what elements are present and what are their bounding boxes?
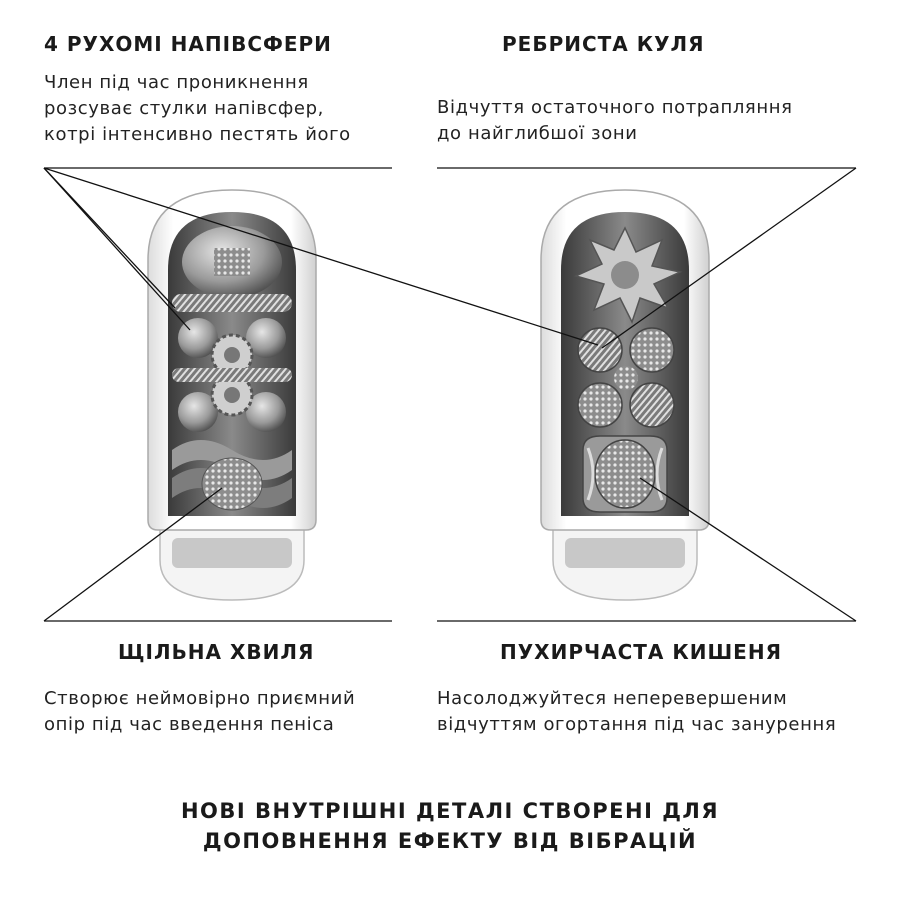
desc-line: Член під час проникнення: [44, 72, 309, 93]
desc-line: Насолоджуйтеся неперевершеним: [437, 688, 788, 709]
footer-line: НОВІ ВНУТРІШНІ ДЕТАЛІ СТВОРЕНІ ДЛЯ: [180, 799, 720, 823]
device-right-ribbed-ball: [578, 328, 622, 372]
device-right-bubbles: [595, 440, 655, 508]
desc-line: відчуттям огортання під час занурення: [437, 714, 837, 735]
desc-line: Створює неймовірно приємний: [44, 688, 356, 709]
desc-line: розсуває стулки напівсфер,: [44, 98, 324, 119]
feature-title-moving-hemispheres: 4 РУХОМІ НАПІВСФЕРИ: [44, 32, 332, 56]
device-left-gear-hub: [224, 387, 240, 403]
device-left-top-dots: [214, 248, 250, 276]
feature-title-bubble-pocket: ПУХИРЧАСТА КИШЕНЯ: [500, 640, 782, 664]
feature-title-dense-wave: ЩІЛЬНА ХВИЛЯ: [118, 640, 315, 664]
device-left-cap-slot: [172, 538, 292, 568]
device-left-cross-section: [148, 190, 316, 600]
device-left-wave-dots: [202, 458, 262, 510]
device-right-ribbed-ball: [578, 383, 622, 427]
desc-line: Відчуття остаточного потрапляння: [437, 97, 793, 118]
device-right-spiky-center: [611, 261, 639, 289]
feature-title-ribbed-ball: РЕБРИСТА КУЛЯ: [502, 32, 705, 56]
device-right-small-ball: [614, 366, 638, 390]
device-left-gear-hub: [224, 347, 240, 363]
device-right-cap-slot: [565, 538, 685, 568]
device-right-ribbed-ball: [630, 383, 674, 427]
footer-line: ДОПОВНЕННЯ ЕФЕКТУ ВІД ВІБРАЦІЙ: [202, 829, 698, 853]
desc-line: котрі інтенсивно пестять його: [44, 124, 351, 145]
device-left-ridge: [172, 294, 292, 312]
desc-line: опір під час введення пеніса: [44, 714, 335, 735]
desc-line: до найглибшої зони: [437, 123, 638, 144]
device-left-ridge: [172, 368, 292, 382]
device-right-ribbed-ball: [630, 328, 674, 372]
device-right-cross-section: [541, 190, 709, 600]
